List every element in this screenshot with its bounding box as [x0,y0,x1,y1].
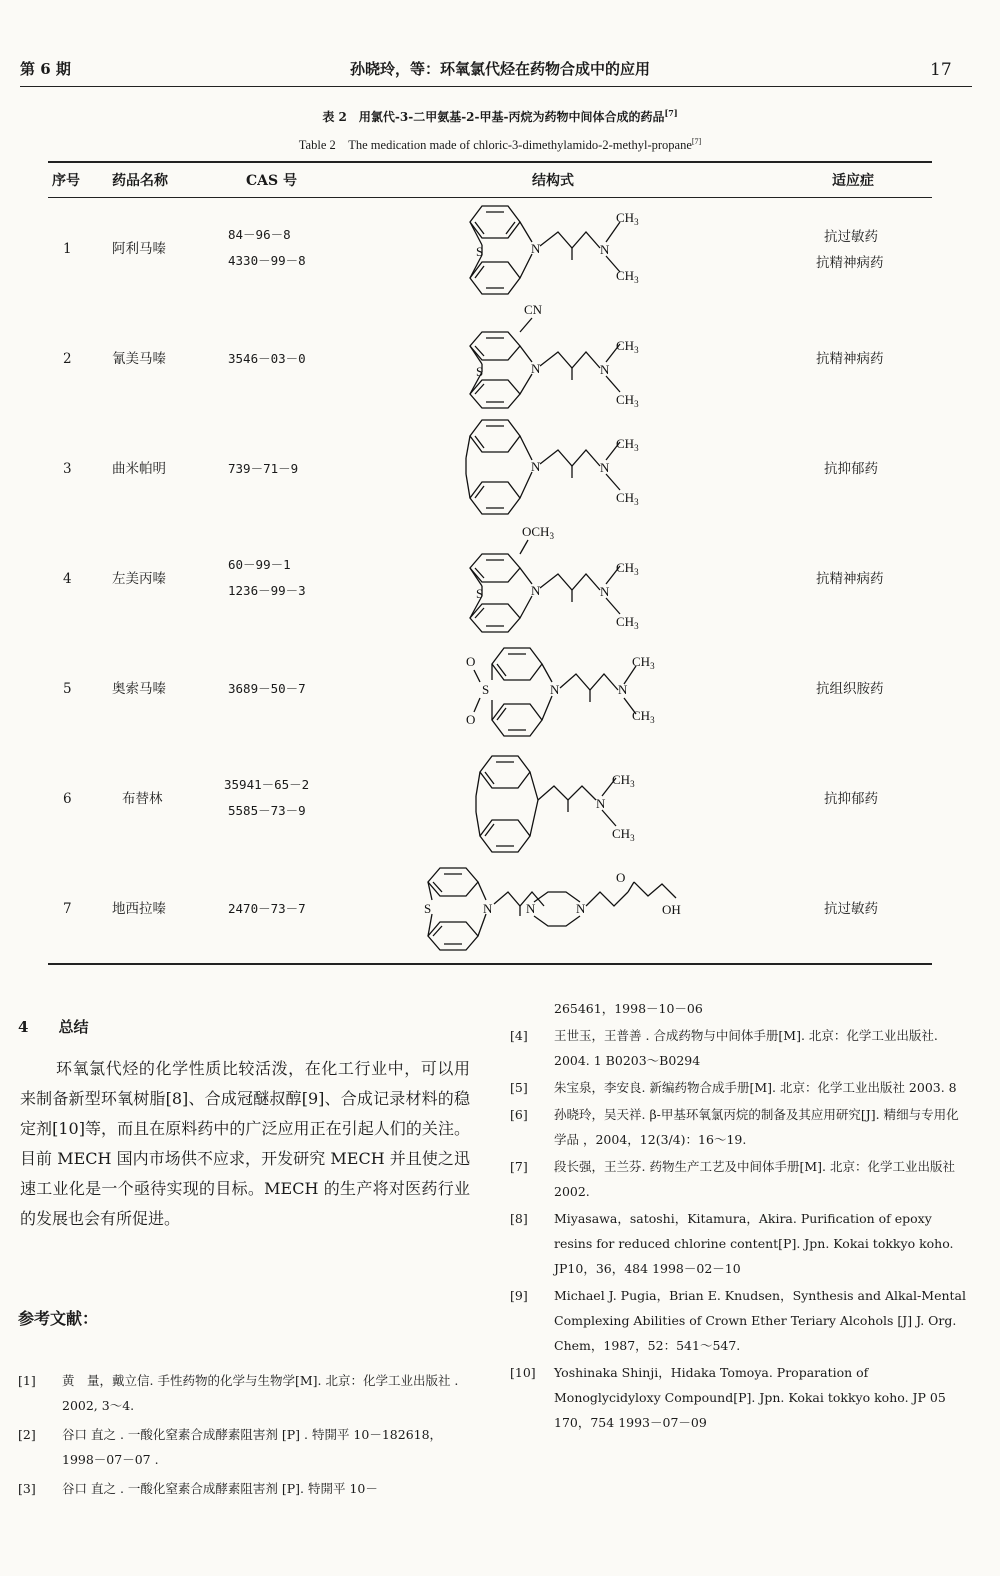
nitrogen-label: N [596,796,606,811]
nitrogen-label: N [600,584,610,599]
reference-item: [10] Yoshinaka Shinji，Hidaka Tomoya. Proparation of Monoglycidyloxy Compound[P]. Jpn. Kokai tokkyo koho. JP 05 170，754 1993－07－09 [510,1365,946,1430]
references-right [510,996,970,1435]
indication: 抗抑郁药 [824,791,878,807]
table-top-rule [48,161,932,163]
reference-item: 265461，1998－10－06 [554,1001,703,1016]
reference-item: [6] 孙晓玲，吴天祥. β-甲基环氧氯丙烷的制备及其应用研究[J]. 精细与专用化学品 ，2004，12(3/4)：16～19. [510,1107,959,1147]
nitrogen-label: N [618,682,628,697]
nitrogen-label: N [531,361,541,376]
sulfur-label: S [476,364,484,379]
indication: 抗精神病药 [816,351,884,367]
cas-number: 2470－73－7 [228,901,306,916]
drug-name: 左美丙嗪 [112,571,166,587]
row-number: 4 [63,571,72,587]
drug-name: 地西拉嗪 [112,901,166,917]
references-heading: 参考文献： [18,1309,99,1328]
row-number: 3 [63,461,72,477]
reference-item: [8] Miyasawa，satoshi，Kitamura，Akira. Purification of epoxy resins for reduced chlorine content[P]. Jpn. Kokai tokkyo koho. JP10，36，484 1998－02－10 [510,1211,954,1276]
methyl-label: $CH_3$ [632,654,655,671]
reference-item: [9] Michael J. Pugia，Brian E. Knudsen，Synthesis and Alkal-Mental Complexing Abilities of Crown Ether Teriary Alcohols [J] J. Org. Chem，1987，52：541～547. [510,1288,966,1353]
reference-item: [1] 黄 量，戴立信. 手性药物的化学与生物学[M]. 北京：化学工业出版社 . 2002, 3～4. [18,1373,459,1413]
methyl-label: $CH_3$ [616,210,639,227]
methyl-label: $CH_3$ [616,338,639,355]
issue-label: 第 6 期 [20,60,71,78]
reference-item: [3] 谷口 直之 . 一酸化窒素合成酵素阻害剂 [P]. 特開平 10－ [18,1481,378,1496]
table-head-rule [48,197,932,198]
drug-name: 奥索马嗪 [112,681,166,697]
drug-name: 氰美马嗪 [112,351,166,367]
row-number: 7 [63,901,72,917]
reference-item: [2] 谷口 直之 . 一酸化窒素合成酵素阻害剂 [P] . 特開平 10－182618，1998－07－07 . [18,1427,443,1467]
drug-name: 阿利马嗪 [112,241,166,257]
header-rule [20,86,972,87]
col-header-no: 序号 [52,173,80,189]
indication: 抗精神病药 [816,571,884,587]
methyl-label: $CH_3$ [616,392,639,409]
nitrogen-label: N [600,460,610,475]
cas-number: 5585－73－9 [228,803,306,818]
col-header-cas: CAS 号 [246,173,297,189]
methyl-label: $CH_3$ [616,268,639,285]
structure-oxomemazine [420,642,680,742]
col-header-structure: 结构式 [532,173,574,189]
cas-number: 739－71－9 [228,461,299,476]
methyl-label: $CH_3$ [616,436,639,453]
cas-number: 84－96－8 [228,227,291,242]
methyl-label: $CH_3$ [616,490,639,507]
page-number: 17 [930,60,952,80]
nitrogen-label: N [526,901,536,916]
cyano-label: CN [524,302,543,317]
nitrogen-label: N [576,901,586,916]
cas-number: 60－99－1 [228,557,291,572]
sulfur-label: S [476,244,484,259]
section-body: 环氧氯代烃的化学性质比较活泼，在化工行业中，可以用来制备新型环氧树脂[8]、合成冠醚叔醇[9]、合成记录材料的稳定剂[10]等，而且在原料药中的广泛应用正在引起人们的关注。目前 MECH 国内市场供不应求，开发研究 MECH 并且使之迅速工业化是一个亟待实现的目标。MECH 的生产将对医药行业的发展也会有所促进。 [20,1059,470,1228]
indication: 抗精神病药 [816,255,884,271]
oxygen-label: O [616,870,626,885]
cas-number: 35941－65－2 [224,777,310,792]
indication: 抗抑郁药 [824,461,878,477]
oxygen-label: O [466,654,476,669]
reference-item: [7] 段长强，王兰芬. 药物生产工艺及中间体手册[M]. 北京：化学工业出版社 2002. [510,1159,955,1199]
indication: 抗过敏药 [824,901,878,917]
methyl-label: $CH_3$ [612,826,635,843]
methyl-label: $CH_3$ [616,560,639,577]
indication: 抗组织胺药 [816,681,884,697]
structure-cyamemazine [420,300,680,412]
nitrogen-label: N [550,682,560,697]
drug-name: 曲米帕明 [112,461,166,477]
row-number: 5 [63,681,72,697]
col-header-indication: 适应症 [832,173,874,189]
sulfur-label: S [476,586,484,601]
structure-levomepromazine [420,520,680,640]
methyl-label: $CH_3$ [632,708,655,725]
row-number: 1 [63,241,72,257]
hydroxyl-label: OH [662,902,681,917]
cas-number: 3546－03－0 [228,351,306,366]
nitrogen-label: N [531,459,541,474]
methyl-label: $CH_3$ [612,772,635,789]
table-bottom-rule [48,963,932,965]
nitrogen-label: N [483,901,493,916]
structure-butriptyline [420,750,680,860]
nitrogen-label: N [600,362,610,377]
row-number: 2 [63,351,72,367]
reference-item: [4] 王世玉，王普善 . 合成药物与中间体手册[M]. 北京：化学工业出版社. 2004. 1 B0203～B0294 [510,1028,938,1068]
cas-number: 3689－50－7 [228,681,306,696]
nitrogen-label: N [600,242,610,257]
section-heading: 4 总结 [18,1018,89,1036]
col-header-name: 药品名称 [112,173,168,189]
row-number: 6 [63,791,72,807]
structure-alimemazine [420,200,680,300]
sulfur-label: S [424,901,432,916]
methoxy-label: $OCH_3$ [522,524,554,541]
methyl-label: $CH_3$ [616,614,639,631]
cas-number: 1236－99－3 [228,583,306,598]
sulfur-label: S [482,682,490,697]
structure-trimipramine [420,414,680,520]
nitrogen-label: N [531,583,541,598]
table-caption-en: Table 2 The medication made of chloric-3-dimethylamido-2-methyl-propane[7] [298,136,702,152]
table-caption-zh: 表 2 用氯代-3-二甲氨基-2-甲基-丙烷为药物中间体合成的药品[7] [322,108,678,124]
reference-item: [5] 朱宝泉，李安良. 新编药物合成手册[M]. 北京：化学工业出版社 2003. 8 [510,1080,957,1095]
structure-dixyrazine [410,862,700,958]
indication: 抗过敏药 [824,229,878,245]
references-left [18,1368,470,1501]
nitrogen-label: N [531,241,541,256]
oxygen-label: O [466,712,476,727]
cas-number: 4330－99－8 [228,253,306,268]
running-title: 孙晓玲，等：环氧氯代烃在药物合成中的应用 [349,60,650,78]
drug-name: 布替林 [122,791,163,807]
